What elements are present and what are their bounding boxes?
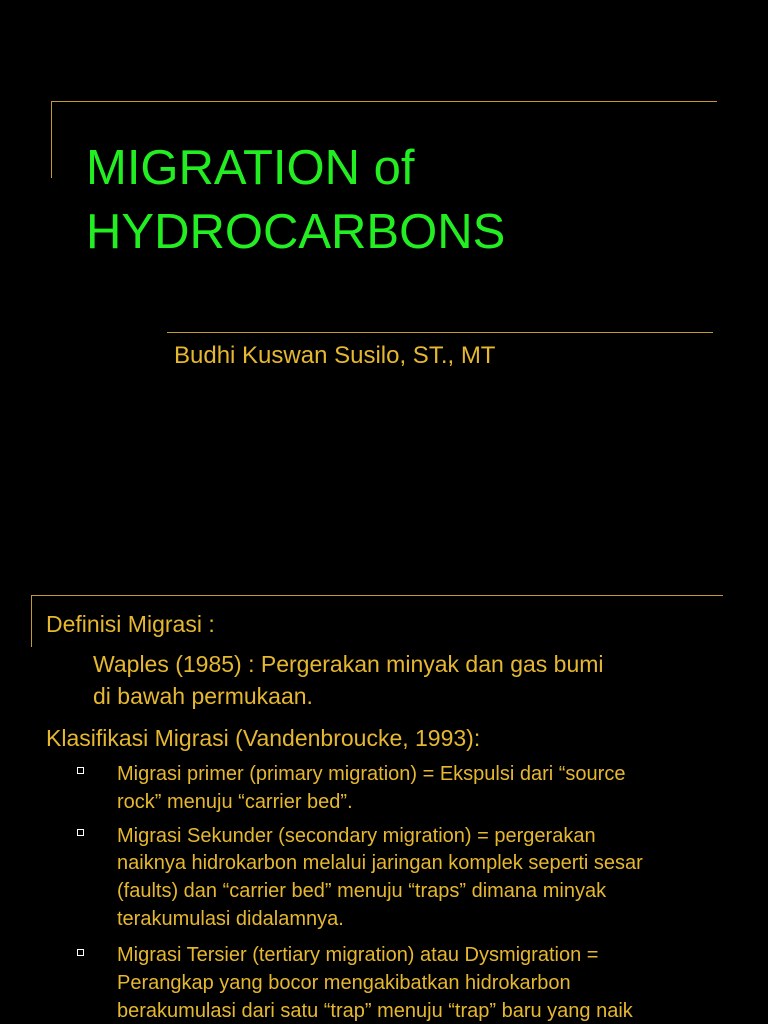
list-item-line: Perangkap yang bocor mengakibatkan hidrokarbon <box>117 972 571 994</box>
list-item-line: Migrasi Tersier (tertiary migration) atau Dysmigration = <box>117 944 599 966</box>
list-item-line: berakumulasi dari satu “trap” menuju “trap” baru yang naik <box>117 1000 633 1022</box>
top-rule <box>31 595 723 596</box>
list-item-line: naiknya hidrokarbon melalui jaringan komplek seperti sesar <box>117 852 643 874</box>
title-line-1: MIGRATION of <box>86 141 415 195</box>
list-item-line: Migrasi Sekunder (secondary migration) = pergerakan <box>117 825 596 847</box>
square-bullet-icon <box>77 829 84 836</box>
definition-slide <box>0 576 768 1024</box>
definition-line-1: Waples (1985) : Pergerakan minyak dan gas bumi <box>93 651 604 677</box>
definition-line-2: di bawah permukaan. <box>93 683 313 709</box>
definition-heading: Definisi Migrasi : <box>46 611 215 637</box>
subtitle-rule <box>167 332 713 333</box>
left-rule <box>51 101 52 178</box>
list-item-line: Migrasi primer (primary migration) = Ekspulsi dari “source <box>117 763 626 785</box>
author-name: Budhi Kuswan Susilo, ST., MT <box>174 342 496 369</box>
left-rule <box>31 595 32 647</box>
title-line-2: HYDROCARBONS <box>86 205 506 259</box>
list-item-line: (faults) dan “carrier bed” menuju “traps” dimana minyak <box>117 880 607 902</box>
slide-title <box>86 136 726 264</box>
list-item-line: terakumulasi didalamnya. <box>117 908 344 930</box>
square-bullet-icon <box>77 767 84 774</box>
list-item-line: rock” menuju “carrier bed”. <box>117 791 353 813</box>
top-rule <box>51 101 717 102</box>
classification-heading: Klasifikasi Migrasi (Vandenbroucke, 1993): <box>46 725 481 751</box>
square-bullet-icon <box>77 949 84 956</box>
